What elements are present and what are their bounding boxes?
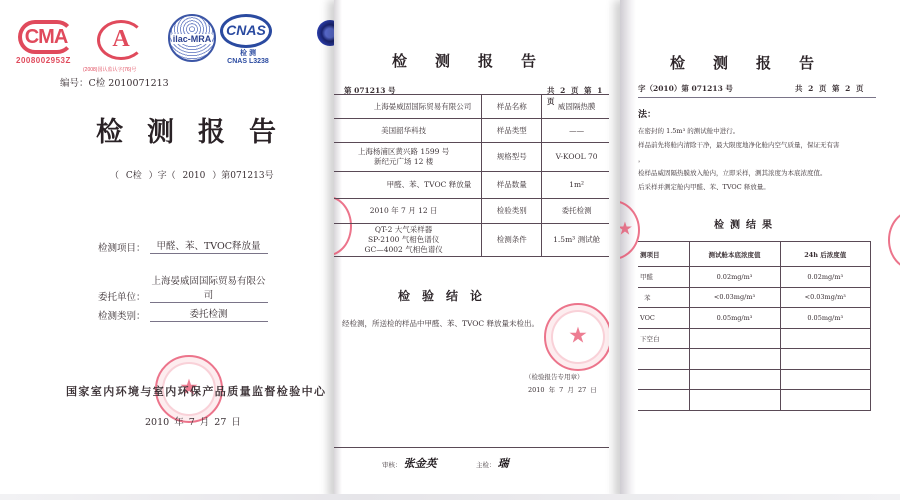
table-row [334,95,609,119]
cnas-sublabel [218,50,278,66]
table-label: 样品类型 [482,119,542,143]
table-cell: 美国韶华科技 [334,119,482,143]
table-cell: 苯 [638,287,689,308]
table-cell: VOC [638,308,689,329]
results-table [638,241,871,411]
table-cell [689,390,780,411]
table-label: 规格型号 [482,143,542,172]
page2-report-number: 字（2010）第 071213 号 [638,84,733,93]
conclusion-date: 2010 年 7 月 27 日 [528,386,597,394]
seal-stamp-edge-icon [620,200,640,260]
field-label: 检测项目： [98,243,146,254]
table-cell [780,390,871,411]
field-label: 检测类别： [98,311,146,322]
table-cell: 上海晏威固国际贸易有限公司 [334,95,482,119]
cal-number: (2008)国认监认字(76)号 [83,67,137,73]
inspector-label: 主检： [476,461,496,469]
table-cell [780,369,871,390]
table-row [638,390,871,411]
table-cell [780,328,871,349]
page2-title: 检测报告 [670,54,843,72]
method-line: ， [638,155,645,163]
cover-document-number: （ C检 ）字（ 2010 ）第071213号 [110,171,274,181]
table-cell: 威固隔热膜 [542,95,609,119]
method-line: 检样品威固隔热膜放入舱内，立即采样，测其浓度为本底浓度值。 [638,169,827,177]
table-cell: V-KOOL 70 [542,143,609,172]
issuing-organization: 国家室内环境与室内环保产品质量监督检验中心 [66,385,327,398]
reviewer-signature-block [382,455,437,471]
reviewer-label: 审核： [382,461,402,469]
table-cell: <0.03mg/m³ [689,287,780,308]
table-cell: 0.05mg/m³ [780,308,871,329]
report-cover-page [0,0,345,500]
table-cell [689,349,780,370]
table-header-row [638,242,871,267]
table-cell: 甲醛 [638,267,689,288]
table-row [638,328,871,349]
table-row [638,308,871,329]
table-label: 检测条件 [482,224,542,257]
table-cell: 委托检测 [542,199,609,224]
page1-report-number: 第 071213 号 [344,86,396,95]
cma-certification-seal-icon: CMA [18,20,74,54]
sample-info-table [334,94,609,257]
field-test-category [98,306,268,322]
header-divider [638,97,876,98]
table-row [334,172,609,199]
table-row [334,119,609,143]
page-bottom-edge [0,494,900,500]
report-page-1 [334,0,609,500]
cnas-sub2: CNAS L3238 [227,58,269,65]
table-cell [638,369,689,390]
column-header: 测项目 [638,242,689,267]
table-cell: 上海杨浦区黄兴路 1599 号 新纪元广场 12 楼 [334,143,482,172]
table-cell [780,349,871,370]
column-header: 24h 后浓度值 [780,242,871,267]
field-test-items [98,238,268,254]
inspector-signature: 瑞 [497,457,509,470]
method-line: 在密封的 1.5m³ 的测试舱中进行。 [638,127,740,135]
table-cell [638,390,689,411]
table-cell: <0.03mg/m³ [780,287,871,308]
table-cell: 2010 年 7 月 12 日 [334,199,482,224]
table-label: 样品数量 [482,172,542,199]
reviewer-signature: 张金英 [403,457,437,470]
field-value: 委托检测 [150,306,268,322]
table-cell: —— [542,119,609,143]
table-label: 检验类别 [482,199,542,224]
report-page-2 [620,0,900,500]
table-row [638,267,871,288]
table-row [638,349,871,370]
cnas-sub1: 检 测 [240,50,256,57]
conclusion-title: 检验结论 [398,289,495,303]
field-value: 甲醛、苯、TVOC释放量 [150,238,268,254]
table-cell: 0.02mg/m³ [689,267,780,288]
ilac-label: ilac-MRA [172,34,212,44]
page1-title: 检测报告 [392,52,565,70]
cma-number: 2008002953Z [16,56,71,65]
table-cell: QT-2 大气采样器 SP-2100 气相色谱仪 GC—4002 气相色谱仪 [334,224,482,257]
table-row [334,143,609,172]
conclusion-text: 经检测，所送检的样品中甲醛、苯、TVOC 释放量未检出。 [342,319,540,328]
table-cell: 0.02mg/m³ [780,267,871,288]
method-line: 后采样并测定舱内甲醛、苯、TVOC 释放量。 [638,183,770,191]
field-label: 委托单位： [98,292,146,303]
seal-stamp-edge-icon [888,210,900,270]
method-line: 样品前先将舱内清除干净，最大限度地净化舱内空气质量，保证无有害 [638,141,840,149]
inspector-signature-block [476,455,509,471]
field-client [98,273,268,303]
table-cell: 1m² [542,172,609,199]
cover-serial-number: 编号：C检 2010071213 [60,78,169,89]
table-cell [689,328,780,349]
results-title: 检测结果 [714,220,778,231]
ilac-mra-logo-icon [168,14,216,62]
column-header: 测试舱本底浓度值 [689,242,780,267]
table-cell [689,369,780,390]
table-cell: 1.5m³ 测试舱 [542,224,609,257]
cover-date: 2010 年 7 月 27 日 [145,417,241,428]
table-row [334,224,609,257]
table-cell: 甲醛、苯、TVOC 释放量 [334,172,482,199]
table-cell [638,349,689,370]
stamp-label: （检验报告专用章） [525,373,584,381]
method-heading: 法： [638,110,657,120]
page1-page-info: 共 2 页 第 1 页 [547,86,603,106]
cnas-logo-icon: CNAS [220,14,272,48]
report-seal-stamp-icon [544,303,609,371]
field-value: 上海晏威固国际贸易有限公司 [150,273,268,303]
table-row [638,369,871,390]
table-row [334,199,609,224]
cover-title: 检测报告 [96,117,300,148]
page2-page-info: 共 2 页 第 2 页 [795,84,864,93]
table-cell: 下空白 [638,328,689,349]
table-row [638,287,871,308]
table-cell: 0.05mg/m³ [689,308,780,329]
cal-accreditation-seal-icon: A [97,20,145,60]
table-label: 样品名称 [482,95,542,119]
